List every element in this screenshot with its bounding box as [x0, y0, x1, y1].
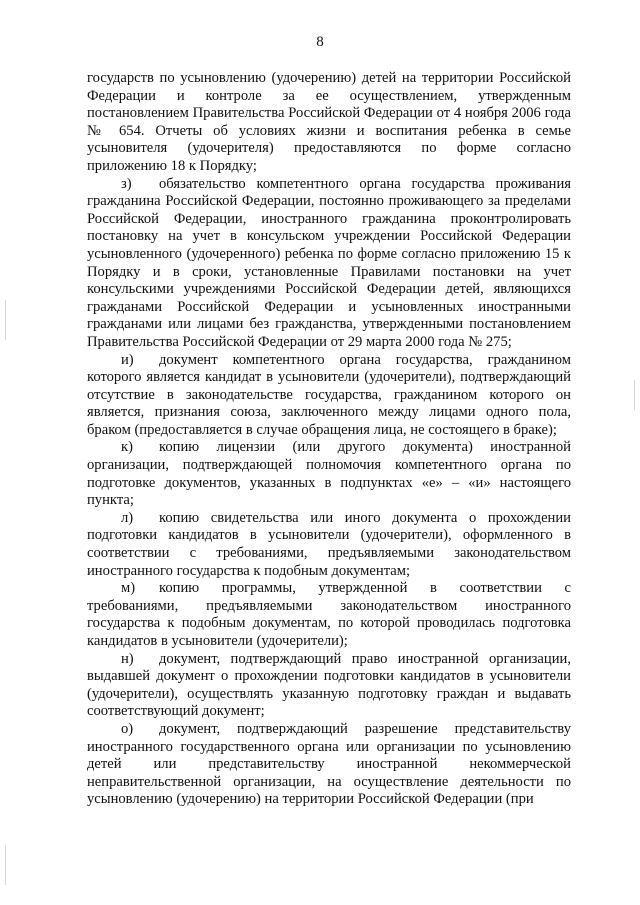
- paragraph-text: документ компетентного органа государства, гражданином которого является кандидат в усыновители (удочерители), подтверждающий отсутствие в законодательстве государства, гражданином которого он является, признания союза, заключенного между лицами одного пола, браком (предоставляется в случае обращения лица, не состоящего в браке);: [87, 351, 571, 438]
- paragraph-item-m: [87, 580, 571, 650]
- paragraph-text: обязательство компетентного органа государства проживания гражданина Российской Федерации, постоянно проживающего за пределами Российской Федерации, иностранного гражданина проконтролировать постановку на учет в консульском учреждении Российской Федерации усыновленного (удочеренного) ребенка по форме согласно приложению 15 к Порядку и в сроки, установленные Правилами постановки на учет консульскими учреждениями Российской Федерации детей, являющихся гражданами Российской Федерации и усыновленных иностранными гражданами или лицами без гражданства, утвержденными постановлением Правительства Российской Федерации от 29 марта 2000 года № 275;: [87, 175, 571, 350]
- paragraph-item-z: [87, 176, 571, 352]
- paragraph-item-k: [87, 439, 571, 509]
- paragraph-text: документ, подтверждающий право иностранной организации, выдавшей документ о прохождении подготовки кандидатов в усыновители (удочерители), осуществлять указанную подготовку граждан и выдавать соответствующий документ;: [87, 650, 571, 720]
- paragraph-text: копию лицензии (или другого документа) иностранной организации, подтверждающей полномочия компетентного органа по подготовке документов, указанных в подпунктах «е» – «и» настоящего пункта;: [87, 439, 571, 509]
- paragraph-text: копию программы, утвержденной в соответствии с требованиями, предъявляемыми законодательством иностранного государства к подобным документам, по которой проводилась подготовка кандидатов в усыновители (удочерители);: [87, 580, 571, 649]
- item-marker: о): [121, 720, 134, 737]
- item-marker: л): [121, 509, 134, 526]
- scan-edge-right: [634, 380, 635, 410]
- scan-edge-left: [5, 300, 6, 340]
- item-marker: и): [121, 351, 134, 368]
- page-number: 8: [316, 34, 324, 50]
- item-marker: к): [121, 439, 133, 456]
- paragraph-item-i: [87, 352, 571, 440]
- paragraph-item-n: [87, 651, 571, 721]
- item-marker: з): [121, 175, 132, 192]
- scan-edge-left: [5, 845, 6, 885]
- paragraph-item-o: [87, 721, 571, 809]
- document-body: [87, 70, 571, 809]
- paragraph-text: документ, подтверждающий разрешение представительству иностранного государственного органа или организации по усыновлению детей или представительству иностранной некоммерческой неправительственной организации, на осуществление деятельности по усыновлению (удочерению) на территории Российской Федерации (при: [87, 720, 571, 808]
- paragraph-item-l: [87, 510, 571, 580]
- paragraph-text: копию свидетельства или иного документа о прохождении подготовки кандидатов в усыновители (удочерители), оформленного в соответствии с требованиями, предъявляемыми законодательством иностранного государства к подобным документам;: [87, 509, 571, 579]
- item-marker: м): [121, 580, 136, 597]
- item-marker: н): [121, 650, 134, 667]
- paragraph-text: государств по усыновлению (удочерению) детей на территории Российской Федерации и контроле за ее осуществлением, утвержденным постановлением Правительства Российской Федерации от 4 ноября 2006 года № 654. Отчеты об условиях жизни и воспитания ребенка в семье усыновителя (удочерителя) предоставляются по форме согласно приложению 18 к Порядку;: [87, 70, 571, 174]
- paragraph-continuation: [87, 70, 571, 176]
